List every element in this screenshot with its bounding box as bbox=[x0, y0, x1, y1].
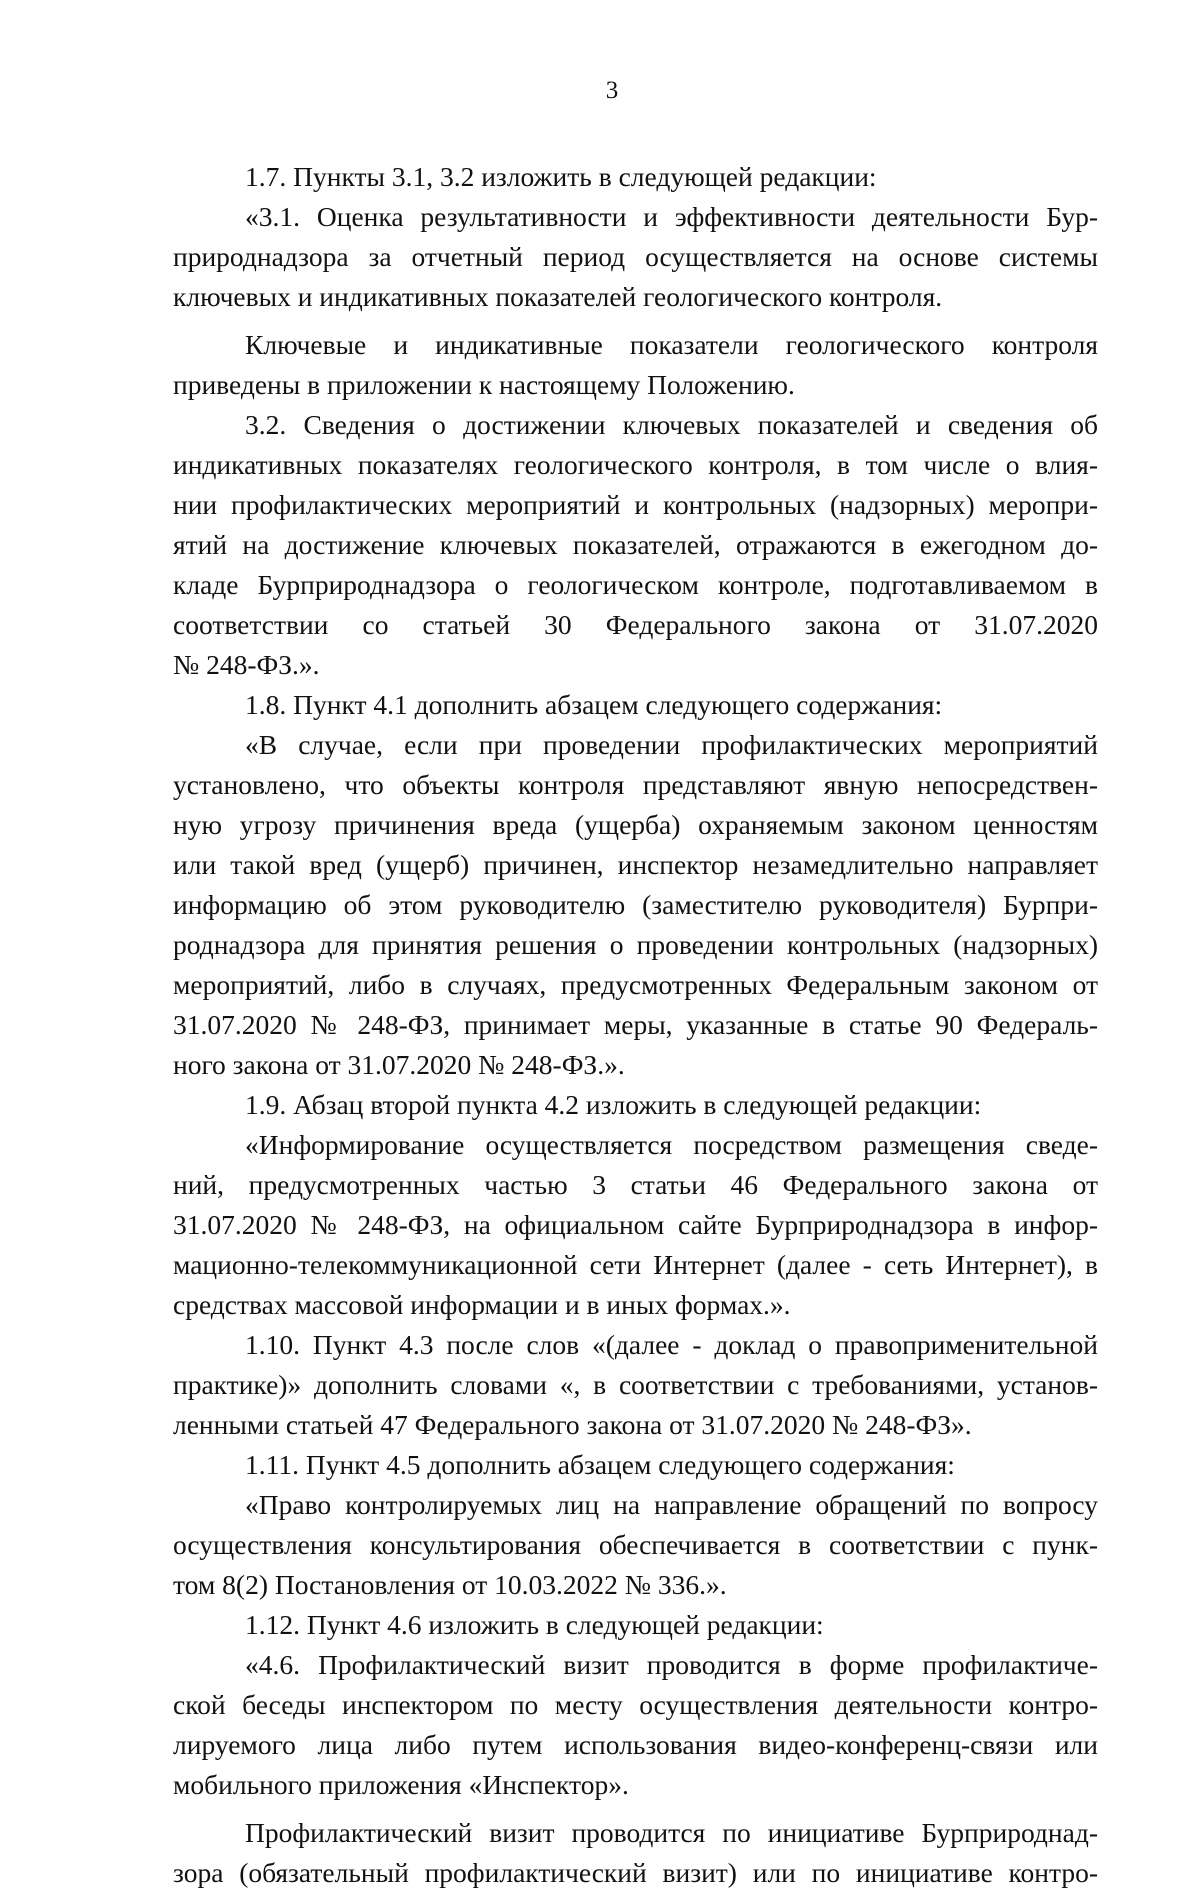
text-line: соответствии со статьей 30 Федерального закона от 31.07.2020 bbox=[173, 609, 1098, 640]
text-line: 1.9. Абзац второй пункта 4.2 изложить в следующей редакции: bbox=[245, 1089, 982, 1120]
text-line: том 8(2) Постановления от 10.03.2022 № 336.». bbox=[173, 1569, 727, 1600]
paragraph-gap bbox=[173, 1805, 1098, 1813]
text-line: ную угрозу причинения вреда (ущерба) охраняемым законом ценностям bbox=[173, 809, 1098, 840]
text-line: «Право контролируемых лиц на направление обращений по вопросу bbox=[245, 1489, 1098, 1520]
text-line: ской беседы инспектором по месту осуществления деятельности контро- bbox=[173, 1689, 1098, 1720]
text-line: ний, предусмотренных частью 3 статьи 46 Федерального закона от bbox=[173, 1169, 1098, 1200]
text-line: мероприятий, либо в случаях, предусмотренных Федеральным законом от bbox=[173, 969, 1098, 1000]
text-line: или такой вред (ущерб) причинен, инспектор незамедлительно направляет bbox=[173, 849, 1098, 880]
text-line: приведены в приложении к настоящему Положению. bbox=[173, 369, 795, 400]
text-line: «Информирование осуществляется посредством размещения сведе- bbox=[245, 1129, 1098, 1160]
text-line: ключевых и индикативных показателей геологического контроля. bbox=[173, 281, 943, 312]
text-line: кладе Бурприроднадзора о геологическом контроле, подготавливаемом в bbox=[173, 569, 1098, 600]
text-line: «3.1. Оценка результативности и эффективности деятельности Бур- bbox=[245, 201, 1098, 232]
text-line: индикативных показателях геологического контроля, в том числе о влия- bbox=[173, 449, 1098, 480]
text-line: мобильного приложения «Инспектор». bbox=[173, 1769, 629, 1800]
text-line: 1.10. Пункт 4.3 после слов «(далее - доклад о правоприменительной bbox=[245, 1329, 1098, 1360]
text-line: № 248-ФЗ.». bbox=[173, 649, 320, 680]
text-line: зора (обязательный профилактический визит) или по инициативе контро- bbox=[173, 1857, 1098, 1888]
document-body bbox=[173, 157, 1098, 1893]
text-line: мационно-телекоммуникационной сети Интернет (далее - сеть Интернет), в bbox=[173, 1249, 1098, 1280]
text-line: 1.8. Пункт 4.1 дополнить абзацем следующего содержания: bbox=[245, 689, 943, 720]
text-line: 1.11. Пункт 4.5 дополнить абзацем следующего содержания: bbox=[245, 1449, 955, 1480]
text-line: средствах массовой информации и в иных формах.». bbox=[173, 1289, 791, 1320]
text-line: «В случае, если при проведении профилактических мероприятий bbox=[245, 729, 1098, 760]
text-line: ятий на достижение ключевых показателей, отражаются в ежегодном до- bbox=[173, 529, 1098, 560]
text-line: «4.6. Профилактический визит проводится в форме профилактиче- bbox=[245, 1649, 1098, 1680]
text-line: информацию об этом руководителю (заместителю руководителя) Бурпри- bbox=[173, 889, 1098, 920]
text-line: нии профилактических мероприятий и контрольных (надзорных) меропри- bbox=[173, 489, 1098, 520]
text-line: ного закона от 31.07.2020 № 248-ФЗ.». bbox=[173, 1049, 625, 1080]
paragraph-gap bbox=[173, 317, 1098, 325]
page-number: 3 bbox=[605, 77, 619, 104]
text-line: 1.12. Пункт 4.6 изложить в следующей редакции: bbox=[245, 1609, 824, 1640]
text-line: практике)» дополнить словами «, в соответствии с требованиями, установ- bbox=[173, 1369, 1098, 1400]
text-line: Ключевые и индикативные показатели геологического контроля bbox=[245, 329, 1098, 360]
text-line: 31.07.2020 № 248-ФЗ, принимает меры, указанные в статье 90 Федераль- bbox=[173, 1009, 1098, 1040]
text-line: роднадзора для принятия решения о проведении контрольных (надзорных) bbox=[173, 929, 1098, 960]
text-line: ленными статьей 47 Федерального закона от 31.07.2020 № 248-ФЗ». bbox=[173, 1409, 972, 1440]
text-line: лируемого лица либо путем использования видео-конференц-связи или bbox=[173, 1729, 1098, 1760]
text-line: 31.07.2020 № 248-ФЗ, на официальном сайте Бурприроднадзора в инфор- bbox=[173, 1209, 1098, 1240]
text-line: Профилактический визит проводится по инициативе Бурприроднад- bbox=[245, 1817, 1098, 1848]
text-line: 1.7. Пункты 3.1, 3.2 изложить в следующей редакции: bbox=[245, 161, 877, 192]
text-line: природнадзора за отчетный период осуществляется на основе системы bbox=[173, 241, 1098, 272]
text-line: осуществления консультирования обеспечивается в соответствии с пунк- bbox=[173, 1529, 1098, 1560]
text-line: установлено, что объекты контроля представляют явную непосредствен- bbox=[173, 769, 1098, 800]
text-line: 3.2. Сведения о достижении ключевых показателей и сведения об bbox=[245, 409, 1098, 440]
